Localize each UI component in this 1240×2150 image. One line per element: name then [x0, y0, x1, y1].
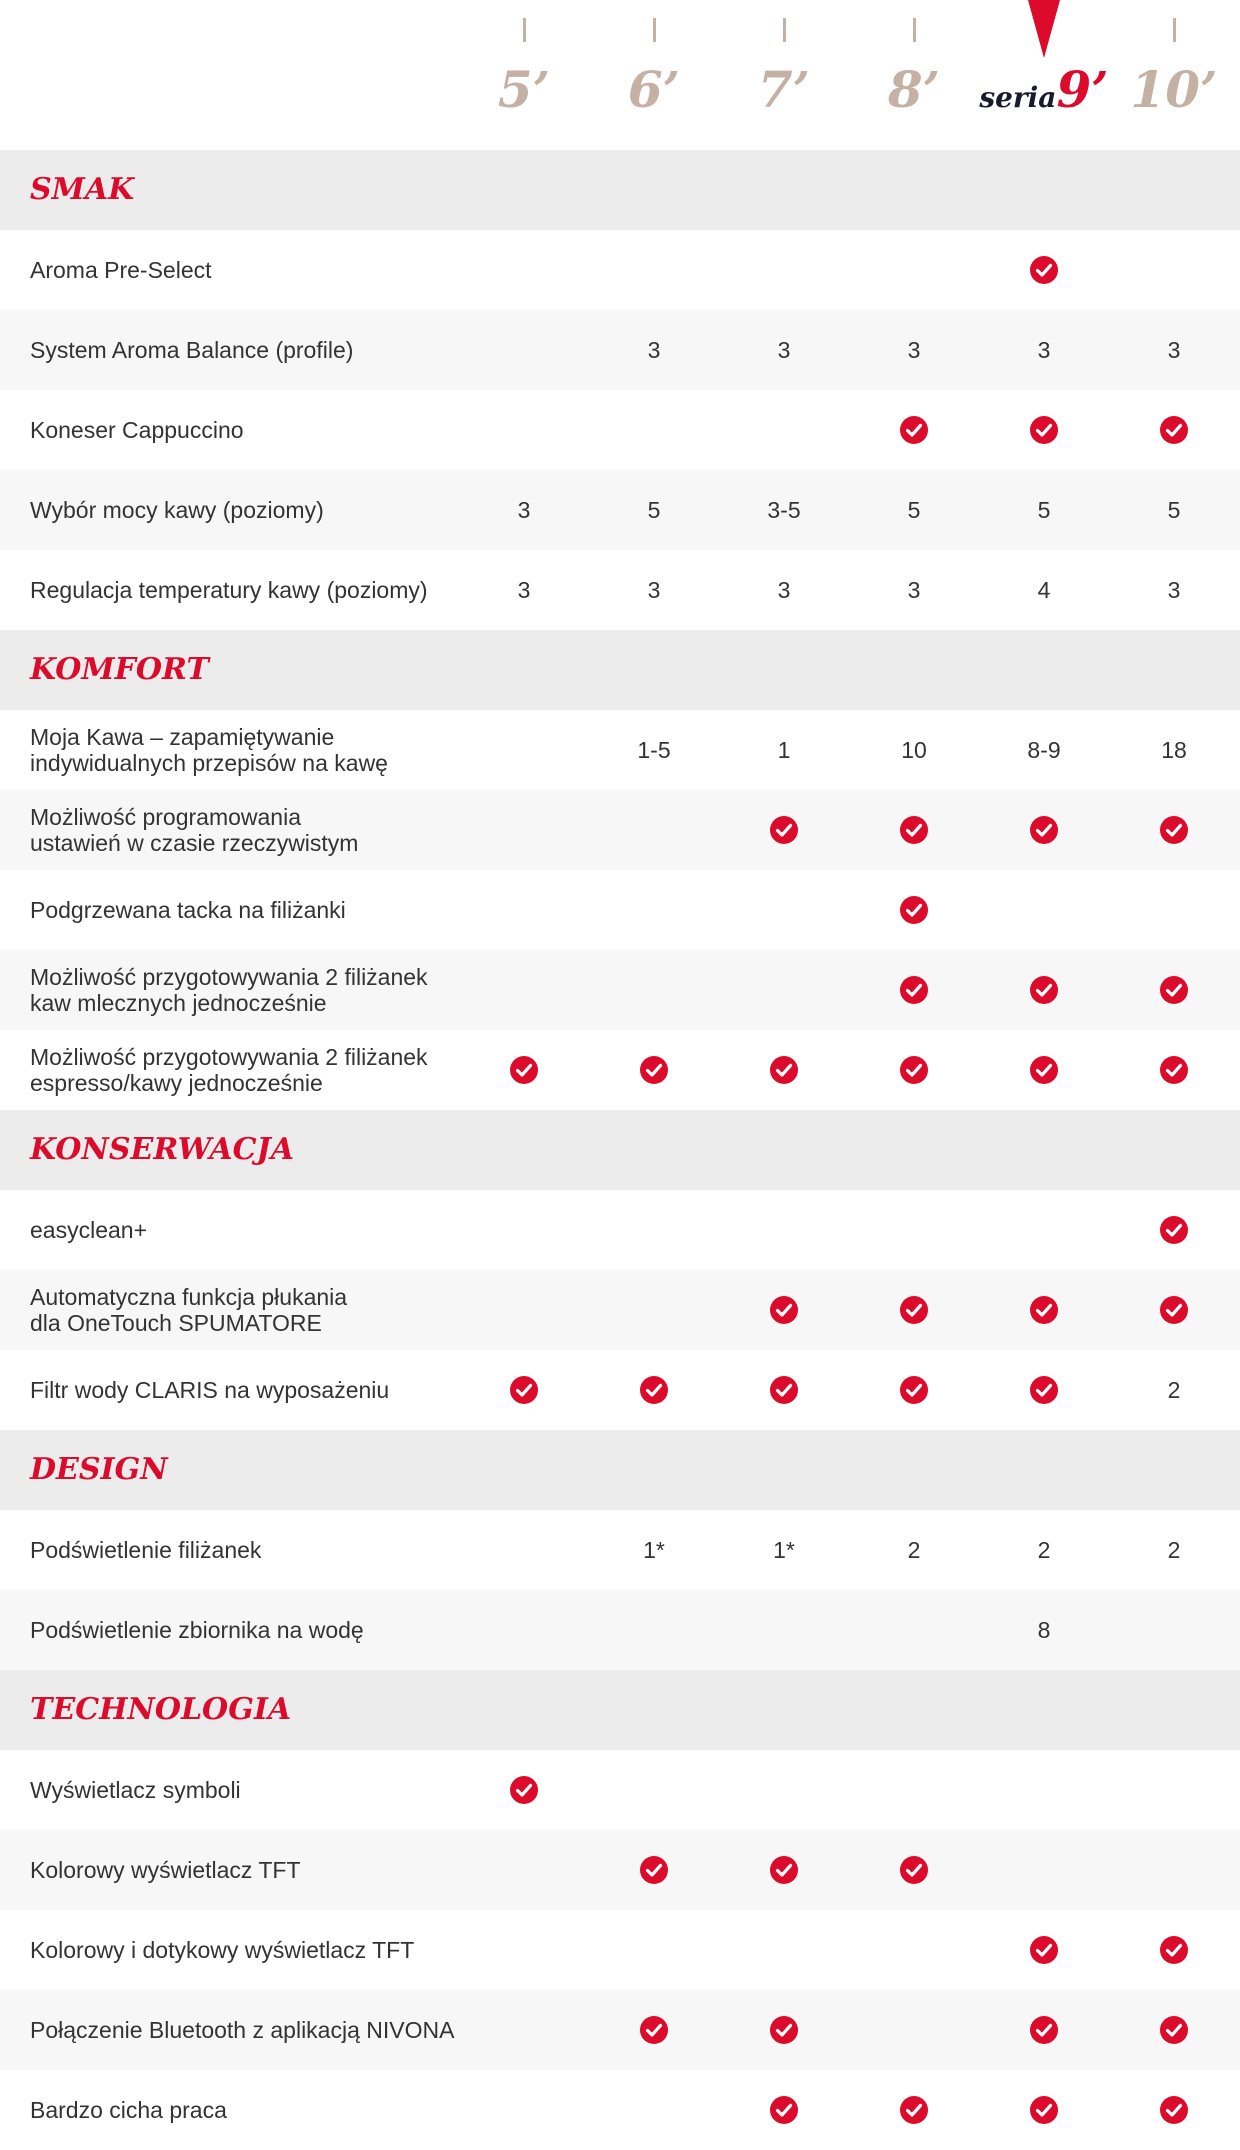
check-circle-icon [459, 1750, 589, 1830]
empty-cell [849, 1590, 979, 1670]
empty-cell [979, 1750, 1109, 1830]
table-row [0, 1750, 1240, 1830]
check-circle-icon [1109, 1270, 1239, 1350]
series-header [0, 0, 1240, 150]
table-row [0, 230, 1240, 310]
empty-cell [589, 1910, 719, 1990]
feature-label: Wybór mocy kawy (poziomy) [30, 497, 324, 523]
feature-label: Koneser Cappuccino [30, 417, 244, 443]
check-circle-icon [849, 2070, 979, 2150]
check-circle-icon [979, 390, 1109, 470]
empty-cell [719, 1190, 849, 1270]
section-title: SMAK [30, 172, 135, 207]
empty-cell [589, 950, 719, 1030]
value-cell: 3 [647, 576, 661, 603]
check-circle-icon [849, 950, 979, 1030]
empty-cell [979, 1190, 1109, 1270]
empty-cell [459, 2070, 589, 2150]
check-circle-icon [849, 1830, 979, 1910]
empty-cell [849, 1750, 979, 1830]
value-cell: 8 [1037, 1616, 1051, 1643]
check-circle-icon [1109, 390, 1239, 470]
section-title: DESIGN [30, 1452, 168, 1487]
empty-cell [1109, 1590, 1239, 1670]
empty-cell [849, 1190, 979, 1270]
value-cell: 3 [907, 336, 921, 363]
check-circle-icon [459, 1030, 589, 1110]
feature-label: Możliwość programowania ustawień w czasie rzeczywistym [30, 804, 359, 856]
feature-label: Kolorowy wyświetlacz TFT [30, 1857, 301, 1883]
value-cell: 3 [517, 576, 531, 603]
section-header [0, 1430, 1240, 1510]
empty-cell [589, 1190, 719, 1270]
series-number: 7’ [757, 60, 811, 119]
feature-label: Podgrzewana tacka na filiżanki [30, 897, 346, 923]
check-circle-icon [459, 1350, 589, 1430]
check-circle-icon [849, 790, 979, 870]
value-cell: 3-5 [767, 496, 801, 523]
empty-cell [1109, 870, 1239, 950]
empty-cell [589, 870, 719, 950]
series-column-header [459, 0, 589, 150]
feature-label: Filtr wody CLARIS na wyposażeniu [30, 1377, 390, 1403]
series-column-header [589, 0, 719, 150]
check-circle-icon [719, 1990, 849, 2070]
empty-cell [719, 1590, 849, 1670]
feature-label: Połączenie Bluetooth z aplikacją NIVONA [30, 2017, 455, 2043]
feature-label: Możliwość przygotowywania 2 filiżanek kaw mlecznych jednocześnie [30, 964, 428, 1016]
table-row [0, 790, 1240, 870]
table-row [0, 1830, 1240, 1910]
feature-label: Moja Kawa – zapamiętywanie indywidualnych przepisów na kawę [30, 724, 388, 776]
check-circle-icon [1109, 1190, 1239, 1270]
series-number: 6’ [627, 60, 681, 119]
feature-label: Możliwość przygotowywania 2 filiżanek espresso/kawy jednocześnie [30, 1044, 428, 1096]
check-circle-icon [979, 1270, 1109, 1350]
empty-cell [589, 790, 719, 870]
value-cell: 1-5 [637, 736, 671, 763]
empty-cell [719, 230, 849, 310]
feature-label: Kolorowy i dotykowy wyświetlacz TFT [30, 1937, 415, 1963]
series-number: 10’ [1130, 60, 1218, 119]
empty-cell [459, 1910, 589, 1990]
series-tick-icon [523, 18, 526, 42]
section-title: KONSERWACJA [30, 1132, 295, 1167]
empty-cell [589, 1750, 719, 1830]
section-header [0, 1670, 1240, 1750]
check-circle-icon [1109, 2070, 1239, 2150]
table-row [0, 1190, 1240, 1270]
check-circle-icon [1109, 790, 1239, 870]
table-row [0, 310, 1240, 390]
value-cell: 3 [517, 496, 531, 523]
check-circle-icon [719, 2070, 849, 2150]
check-circle-icon [1109, 950, 1239, 1030]
check-circle-icon [589, 1830, 719, 1910]
series-column-header [719, 0, 849, 150]
table-row [0, 1350, 1240, 1430]
empty-cell [589, 230, 719, 310]
empty-cell [459, 1510, 589, 1590]
empty-cell [849, 230, 979, 310]
check-circle-icon [979, 2070, 1109, 2150]
check-circle-icon [979, 230, 1109, 310]
table-row [0, 950, 1240, 1030]
empty-cell [459, 710, 589, 790]
check-circle-icon [1109, 1030, 1239, 1110]
value-cell: 5 [1167, 496, 1181, 523]
check-circle-icon [849, 1350, 979, 1430]
empty-cell [459, 1990, 589, 2070]
feature-label: easyclean+ [30, 1217, 147, 1243]
feature-label: Regulacja temperatury kawy (poziomy) [30, 577, 428, 603]
series-number: 8’ [887, 60, 941, 119]
value-cell: 8-9 [1027, 736, 1061, 763]
check-circle-icon [979, 1350, 1109, 1430]
empty-cell [719, 950, 849, 1030]
table-row [0, 1030, 1240, 1110]
empty-cell [1109, 230, 1239, 310]
value-cell: 2 [1037, 1536, 1051, 1563]
series-column-header [849, 0, 979, 150]
series-prefix: seria [979, 81, 1057, 114]
empty-cell [719, 870, 849, 950]
empty-cell [1109, 1750, 1239, 1830]
series-tick-icon [913, 18, 916, 42]
check-circle-icon [1109, 1990, 1239, 2070]
table-row [0, 710, 1240, 790]
value-cell: 3 [1037, 336, 1051, 363]
empty-cell [459, 1830, 589, 1910]
table-row [0, 1990, 1240, 2070]
check-circle-icon [849, 390, 979, 470]
section-title: KOMFORT [30, 652, 209, 687]
value-cell: 1* [773, 1536, 795, 1563]
feature-label: Bardzo cicha praca [30, 2097, 227, 2123]
check-circle-icon [719, 1270, 849, 1350]
value-cell: 3 [777, 336, 791, 363]
value-cell: 2 [907, 1536, 921, 1563]
value-cell: 5 [907, 496, 921, 523]
check-circle-icon [719, 1830, 849, 1910]
check-circle-icon [719, 1030, 849, 1110]
check-circle-icon [589, 1350, 719, 1430]
check-circle-icon [589, 1990, 719, 2070]
value-cell: 5 [647, 496, 661, 523]
table-row [0, 470, 1240, 550]
table-row [0, 1270, 1240, 1350]
series-number: 9’ [1056, 60, 1109, 119]
empty-cell [459, 390, 589, 470]
empty-cell [719, 1910, 849, 1990]
feature-label: Wyświetlacz symboli [30, 1777, 241, 1803]
check-circle-icon [1109, 1910, 1239, 1990]
value-cell: 18 [1161, 736, 1187, 763]
empty-cell [459, 870, 589, 950]
check-circle-icon [849, 1270, 979, 1350]
value-cell: 3 [647, 336, 661, 363]
section-title: TECHNOLOGIA [30, 1692, 292, 1727]
table-row [0, 390, 1240, 470]
value-cell: 5 [1037, 496, 1051, 523]
empty-cell [589, 2070, 719, 2150]
check-circle-icon [719, 1350, 849, 1430]
section-header [0, 1110, 1240, 1190]
series-tick-icon [1173, 18, 1176, 42]
value-cell: 2 [1167, 1536, 1181, 1563]
table-row [0, 1510, 1240, 1590]
empty-cell [459, 230, 589, 310]
series-column-header [979, 0, 1109, 150]
table-row [0, 1590, 1240, 1670]
feature-label: Aroma Pre-Select [30, 257, 212, 283]
series-column-header [1109, 0, 1239, 150]
series-number: 5’ [497, 60, 551, 119]
check-circle-icon [719, 790, 849, 870]
empty-cell [459, 310, 589, 390]
table-row [0, 2070, 1240, 2150]
check-circle-icon [849, 870, 979, 950]
feature-label: Podświetlenie filiżanek [30, 1537, 262, 1563]
value-cell: 1* [643, 1536, 665, 1563]
check-circle-icon [979, 1910, 1109, 1990]
highlight-marker-icon [1028, 0, 1060, 58]
series-tick-icon [783, 18, 786, 42]
empty-cell [979, 1830, 1109, 1910]
value-cell: 4 [1037, 576, 1051, 603]
value-cell: 1 [777, 736, 791, 763]
section-header [0, 150, 1240, 230]
empty-cell [459, 1270, 589, 1350]
comparison-table [0, 150, 1240, 2150]
empty-cell [1109, 1830, 1239, 1910]
empty-cell [719, 1750, 849, 1830]
value-cell: 10 [901, 736, 927, 763]
value-cell: 3 [777, 576, 791, 603]
check-circle-icon [979, 790, 1109, 870]
table-row [0, 1910, 1240, 1990]
empty-cell [589, 1590, 719, 1670]
empty-cell [459, 1590, 589, 1670]
check-circle-icon [979, 950, 1109, 1030]
value-cell: 3 [907, 576, 921, 603]
empty-cell [719, 390, 849, 470]
check-circle-icon [979, 1990, 1109, 2070]
value-cell: 3 [1167, 336, 1181, 363]
section-header [0, 630, 1240, 710]
value-cell: 3 [1167, 576, 1181, 603]
series-label [979, 60, 1109, 119]
empty-cell [459, 790, 589, 870]
check-circle-icon [589, 1030, 719, 1110]
table-row [0, 870, 1240, 950]
empty-cell [849, 1910, 979, 1990]
check-circle-icon [849, 1030, 979, 1110]
feature-label: System Aroma Balance (profile) [30, 337, 354, 363]
empty-cell [459, 950, 589, 1030]
empty-cell [589, 1270, 719, 1350]
feature-label: Automatyczna funkcja płukania dla OneTouch SPUMATORE [30, 1284, 348, 1336]
table-row [0, 550, 1240, 630]
empty-cell [589, 390, 719, 470]
series-tick-icon [653, 18, 656, 42]
value-cell: 2 [1167, 1376, 1181, 1403]
empty-cell [979, 870, 1109, 950]
feature-label: Podświetlenie zbiornika na wodę [30, 1617, 364, 1643]
check-circle-icon [979, 1030, 1109, 1110]
empty-cell [459, 1190, 589, 1270]
empty-cell [849, 1990, 979, 2070]
